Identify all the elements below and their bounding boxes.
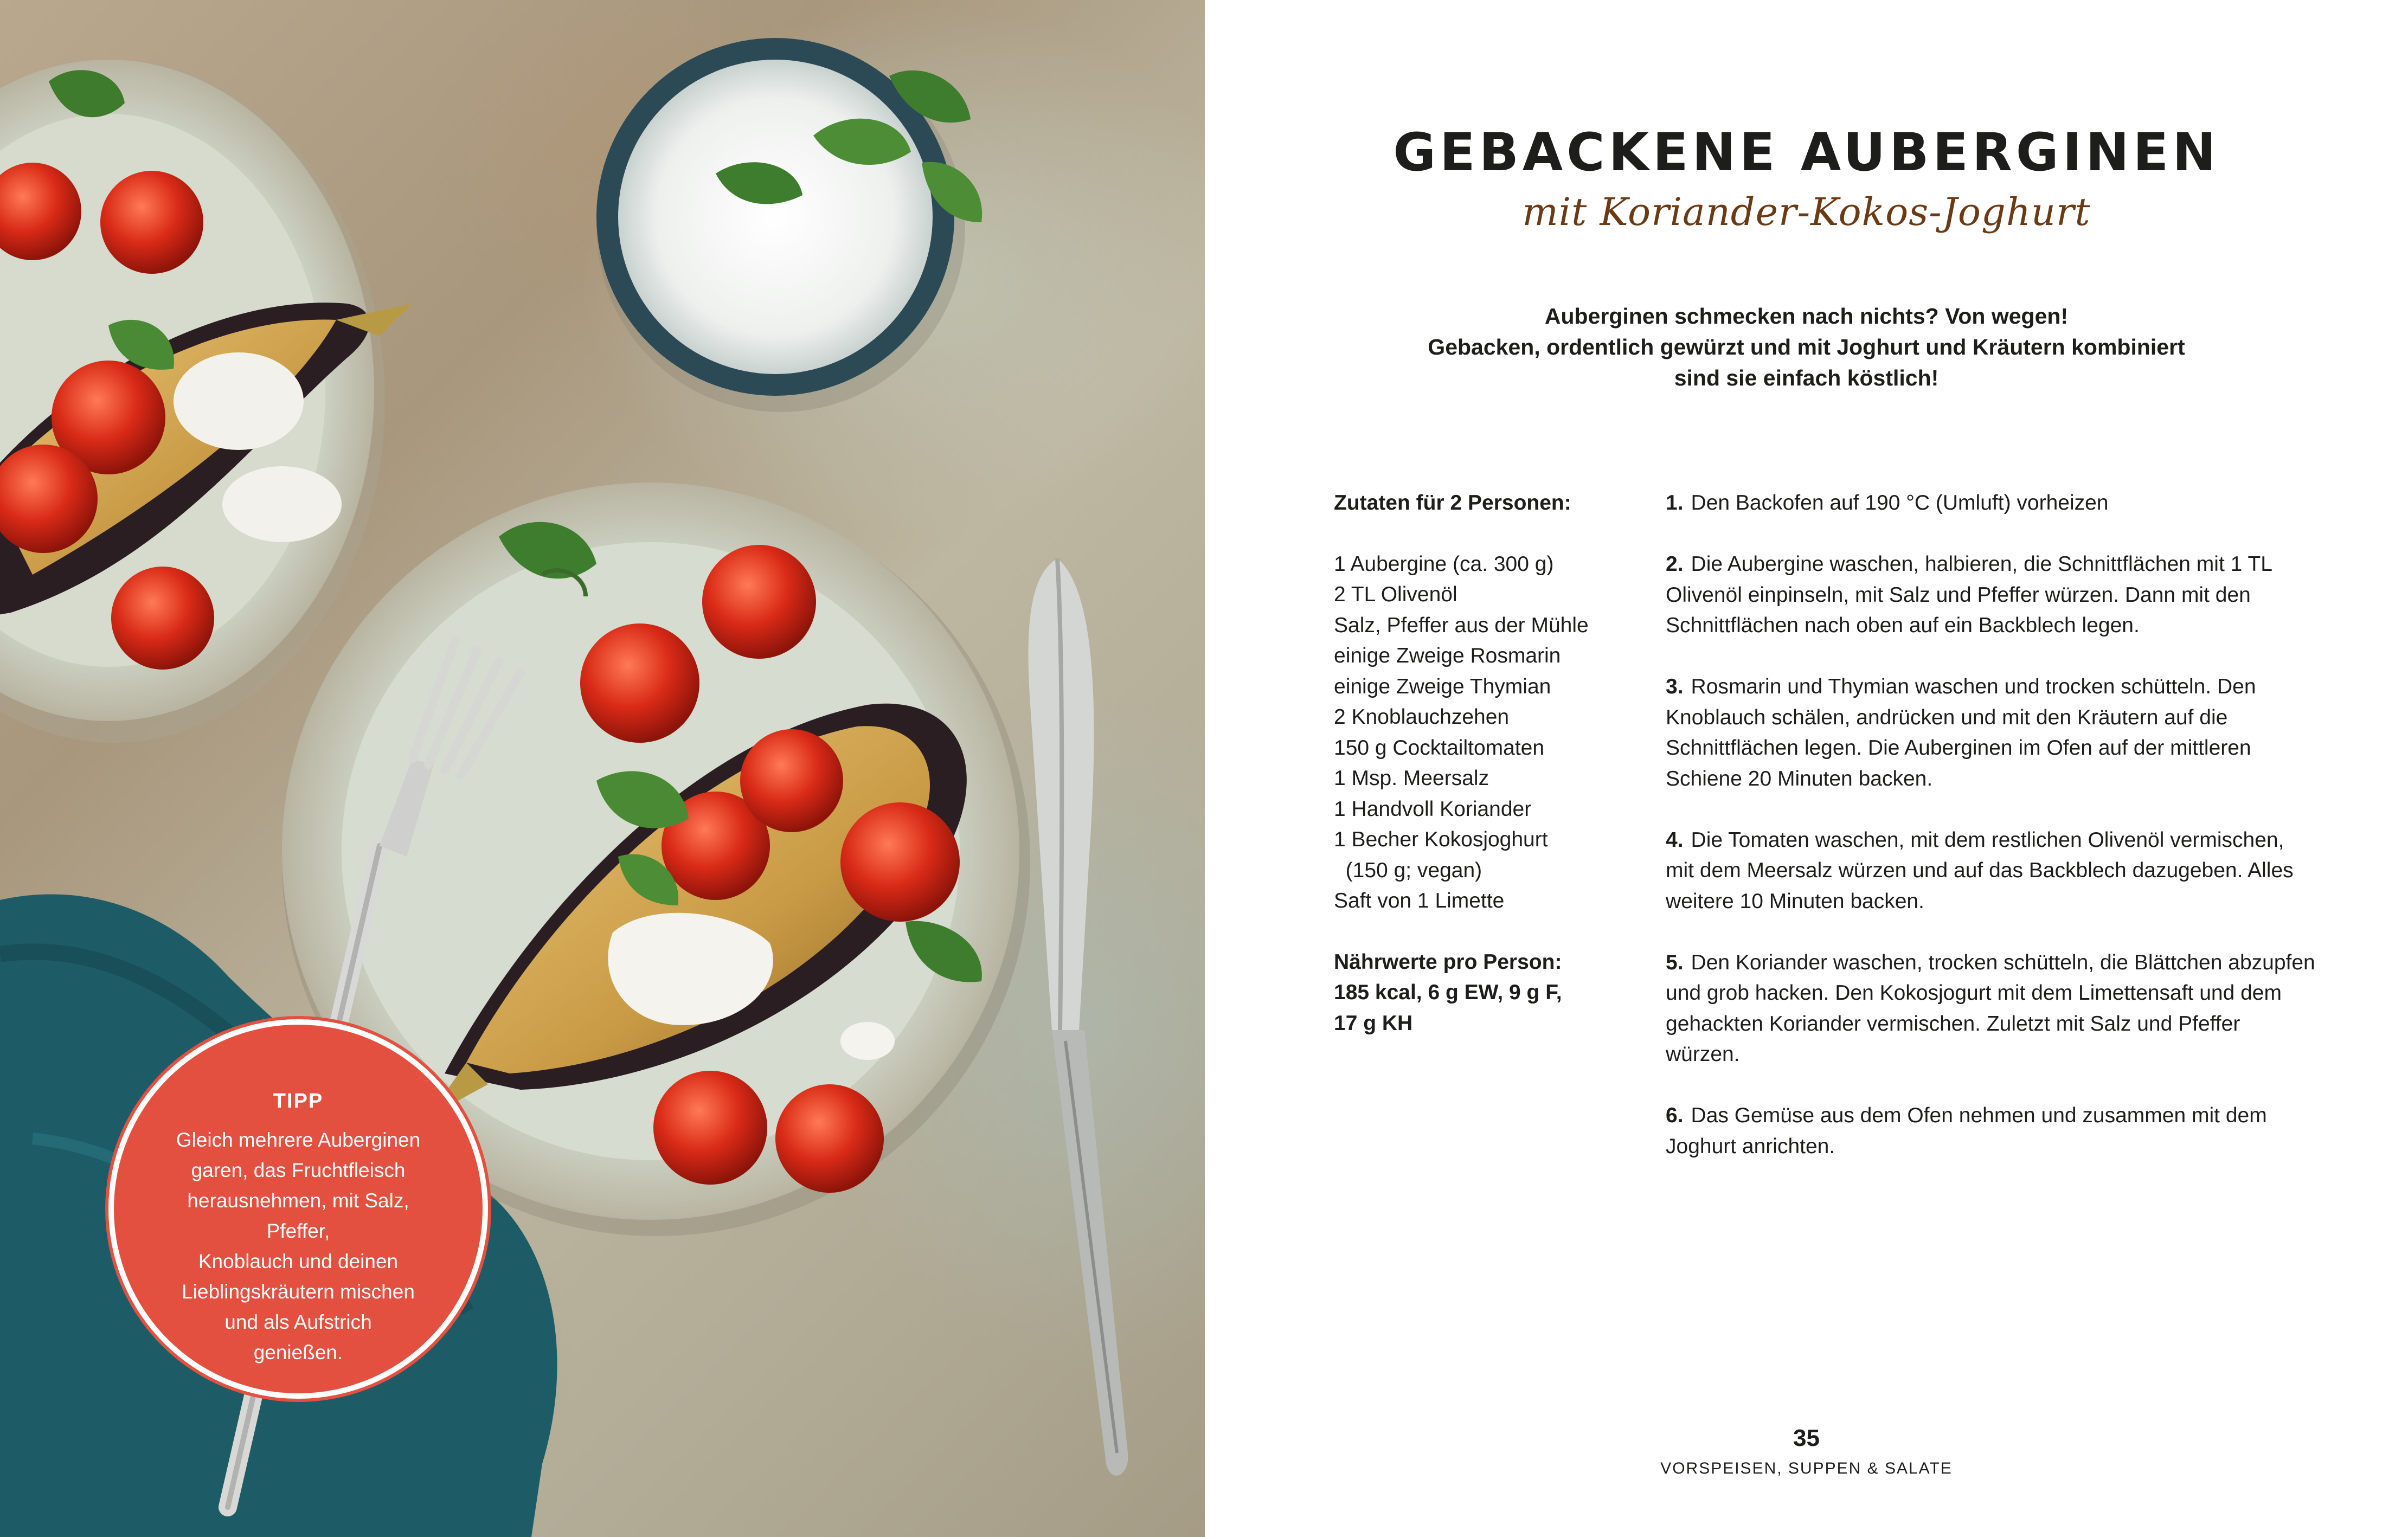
ingredient-item: 2 Knoblauchzehen xyxy=(1334,705,1510,729)
step-number: 2. xyxy=(1666,552,1684,576)
ingredients-heading: Zutaten für 2 Personen: xyxy=(1334,491,1571,515)
ingredient-item: Saft von 1 Limette xyxy=(1334,889,1505,912)
ingredient-item: 150 g Cocktailtomaten xyxy=(1334,736,1545,760)
step-number: 5. xyxy=(1666,950,1684,974)
ingredient-item: 1 Aubergine (ca. 300 g) xyxy=(1334,552,1554,576)
step-number: 4. xyxy=(1666,828,1684,852)
knife xyxy=(1029,558,1128,1476)
yogurt-bowl xyxy=(596,38,982,412)
nutrition-values: 185 kcal, 6 g EW, 9 g F, xyxy=(1334,981,1562,1004)
ingredients-column xyxy=(1334,488,1638,1039)
step-5 xyxy=(1666,948,2316,1070)
tip-title: TIPP xyxy=(273,1090,324,1112)
step-text: Die Aubergine waschen, halbieren, die Schnittflächen mit 1 TL Olivenöl einpinseln, mit Salz und Pfeffer würzen. Dann mit den Schnittflächen nach oben auf ein Backblech legen. xyxy=(1666,552,2272,637)
recipe-title: GEBACKENE AUBERGINEN xyxy=(1393,122,2220,183)
step-text: Das Gemüse aus dem Ofen nehmen und zusammen mit dem Joghurt anrichten. xyxy=(1666,1104,2267,1158)
step-number: 1. xyxy=(1666,491,1684,515)
step-text: Den Backofen auf 190 °C (Umluft) vorheizen xyxy=(1691,491,2109,515)
section-name: VORSPEISEN, SUPPEN & SALATE xyxy=(1660,1459,1953,1477)
step-text: Rosmarin und Thymian waschen und trocken schütteln. Den Knoblauch schälen, andrücken und mit den Kräutern auf die Schnittflächen legen. Die Auberginen im Ofen auf der mittleren Schiene 20 Minuten backen. xyxy=(1666,675,2256,790)
step-number: 6. xyxy=(1666,1104,1684,1127)
ingredient-item: 1 Handvoll Koriander xyxy=(1334,797,1532,821)
ingredient-item: (150 g; vegan) xyxy=(1334,858,1482,882)
ingredient-item: 2 TL Olivenöl xyxy=(1334,583,1457,606)
nutrition-values: 17 g KH xyxy=(1334,1011,1413,1035)
page-number: 35 xyxy=(1793,1425,1820,1451)
nutrition-block xyxy=(1334,947,1638,1039)
ingredient-item: 1 Msp. Meersalz xyxy=(1334,767,1489,790)
step-2 xyxy=(1666,549,2316,641)
tip-box xyxy=(114,1025,483,1393)
ingredient-item: Salz, Pfeffer aus der Mühle xyxy=(1334,613,1589,637)
recipe-subtitle: mit Koriander-Kokos-Joghurt xyxy=(1522,190,2091,234)
step-3 xyxy=(1666,672,2316,794)
ingredient-item: einige Zweige Thymian xyxy=(1334,674,1551,698)
step-number: 3. xyxy=(1666,675,1684,698)
step-text: Die Tomaten waschen, mit dem restlichen Olivenöl vermischen, mit dem Meersalz würzen und auf das Backblech dazugeben. Alles weitere 10 Minuten backen. xyxy=(1666,828,2294,913)
recipe-page xyxy=(1205,0,2408,1537)
nutrition-heading: Nährwerte pro Person: xyxy=(1334,950,1562,974)
ingredient-item: 1 Becher Kokosjoghurt xyxy=(1334,828,1548,851)
ingredient-list xyxy=(1334,549,1638,917)
ingredient-item: einige Zweige Rosmarin xyxy=(1334,644,1561,667)
step-6 xyxy=(1666,1101,2316,1162)
step-1 xyxy=(1666,488,2316,519)
steps-column xyxy=(1666,488,2316,1193)
step-4 xyxy=(1666,825,2316,917)
tip-text: Gleich mehrere Auberginen garen, das Fruchtfleisch herausnehmen, mit Salz, Pfeffer, Knoblauch und deinen Lieblingskräutern mischen und als Aufstrich genießen. xyxy=(176,1129,421,1364)
step-text: Den Koriander waschen, trocken schütteln, die Blättchen abzupfen und grob hacken. Den Kokosjogurt mit dem Limettensaft und dem gehackten Koriander vermischen. Zuletzt mit Salz und Pfeffer würzen. xyxy=(1666,950,2315,1066)
recipe-intro: Auberginen schmecken nach nichts? Von wegen! Gebacken, ordentlich gewürzt und mit Joghurt und Kräutern kombiniert sind sie einfach köstlich! xyxy=(1428,304,2185,390)
